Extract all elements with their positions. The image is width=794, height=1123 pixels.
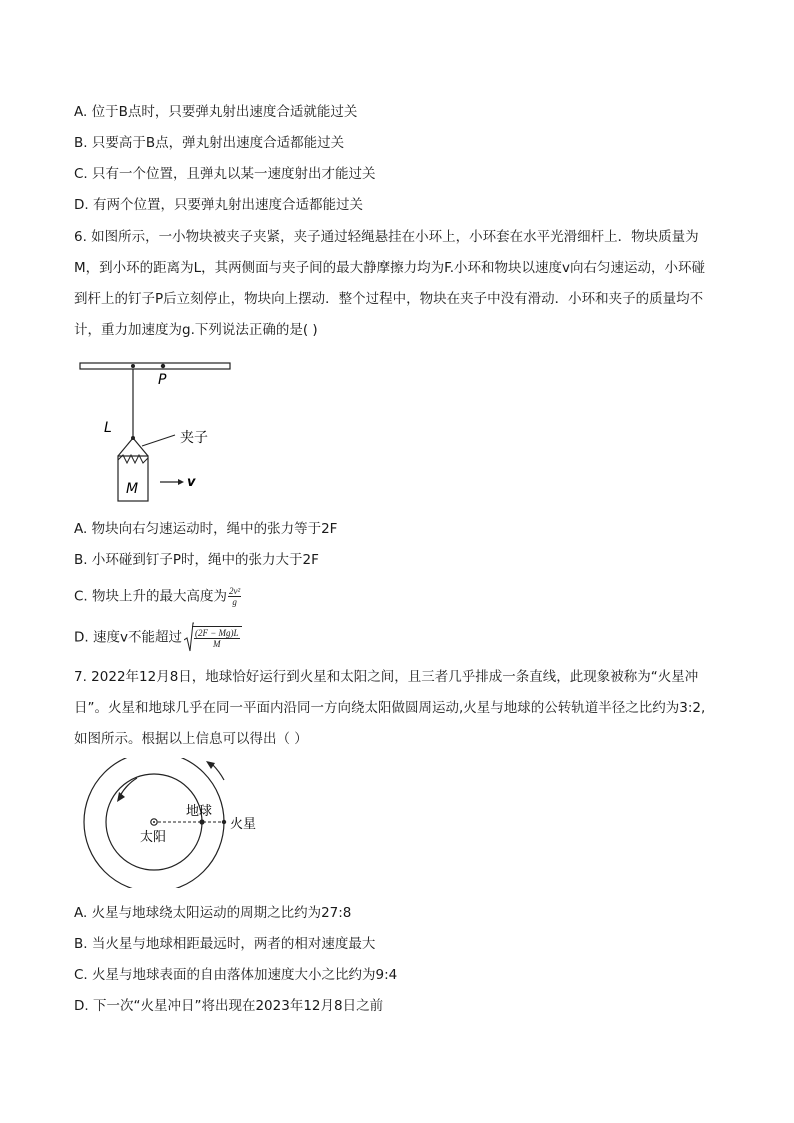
q6-option-d-text: D. 速度v不能超过	[74, 629, 182, 646]
sqrt-expression	[184, 626, 242, 649]
q5-option-d: D. 有两个位置，只要弹丸射出速度合适都能过关	[74, 197, 363, 213]
label-l: L	[104, 420, 112, 436]
q6-stem-line1: 6. 如图所示，一小物块被夹子夹紧，夹子通过轻绳悬挂在小环上，小环套在水平光滑细杆上．物块质量为	[74, 229, 699, 245]
label-v: v	[187, 475, 196, 490]
earth-dot	[199, 819, 204, 824]
label-clip: 夹子	[180, 430, 208, 446]
horizontal-rod	[80, 363, 230, 369]
q7-option-b: B. 当火星与地球相距最远时，两者的相对速度最大	[74, 936, 376, 952]
label-earth: 地球	[186, 804, 213, 819]
q6-figure	[74, 352, 254, 507]
q6-option-c	[74, 586, 241, 607]
q6-option-d	[74, 626, 242, 649]
clip-pointer	[142, 435, 175, 446]
q5-option-c: C. 只有一个位置，且弹丸以某一速度射出才能过关	[74, 166, 376, 182]
fraction-denominator: M	[213, 639, 221, 649]
label-m: M	[126, 481, 139, 497]
fraction-numerator: 2v²	[229, 586, 241, 596]
mars-dot	[222, 820, 226, 824]
q6-option-b: B. 小环碰到钉子P时，绳中的张力大于2F	[74, 552, 319, 568]
q7-stem-line1: 7. 2022年12月8日，地球恰好运行到火星和太阳之间，且三者几乎排成一条直线，此现象被称为“火星冲	[74, 669, 699, 685]
q7-orbit-figure	[74, 758, 274, 888]
q7-option-d: D. 下一次“火星冲日”将出现在2023年12月8日之前	[74, 998, 384, 1014]
fraction-under-root	[194, 628, 240, 649]
ring	[131, 364, 135, 368]
q7-option-a: A. 火星与地球绕太阳运动的周期之比约为27:8	[74, 905, 352, 921]
q6-option-c-text: C. 物块上升的最大高度为	[74, 588, 228, 605]
q7-stem-line3: 如图所示。根据以上信息可以得出（ ）	[74, 731, 308, 747]
fraction-denominator: g	[232, 597, 237, 607]
q6-option-a: A. 物块向右匀速运动时，绳中的张力等于2F	[74, 521, 338, 537]
fraction-2v2-over-g	[228, 586, 241, 607]
q6-stem-line4: 计，重力加速度为g.下列说法正确的是( )	[74, 322, 318, 338]
fraction-numerator: (2F − Mg)L	[194, 628, 239, 638]
q5-option-b: B. 只要高于B点，弹丸射出速度合适都能过关	[74, 135, 345, 151]
radical-sign-icon	[184, 622, 194, 652]
q6-stem-line3: 到杆上的钉子P后立刻停止，物块向上摆动．整个过程中，物块在夹子中没有滑动．小环和夹子的质量均不	[74, 291, 704, 307]
outer-orbit-arrow-icon	[212, 764, 224, 780]
q5-option-a: A. 位于B点时，只要弹丸射出速度合适就能过关	[74, 104, 358, 120]
q6-stem-line2: M，到小环的距离为L，其两侧面与夹子间的最大静摩擦力均为F.小环和物块以速度v向右匀速运动，小环碰	[74, 260, 706, 276]
label-p: P	[158, 372, 167, 388]
q7-option-c: C. 火星与地球表面的自由落体加速度大小之比约为9:4	[74, 967, 398, 983]
q7-stem-line2: 日”。火星和地球几乎在同一平面内沿同一方向绕太阳做圆周运动,火星与地球的公转轨道半径之比约为3:2,	[74, 700, 706, 716]
nail-p	[161, 364, 165, 368]
label-mars: 火星	[230, 817, 257, 832]
label-sun: 太阳	[140, 830, 167, 845]
